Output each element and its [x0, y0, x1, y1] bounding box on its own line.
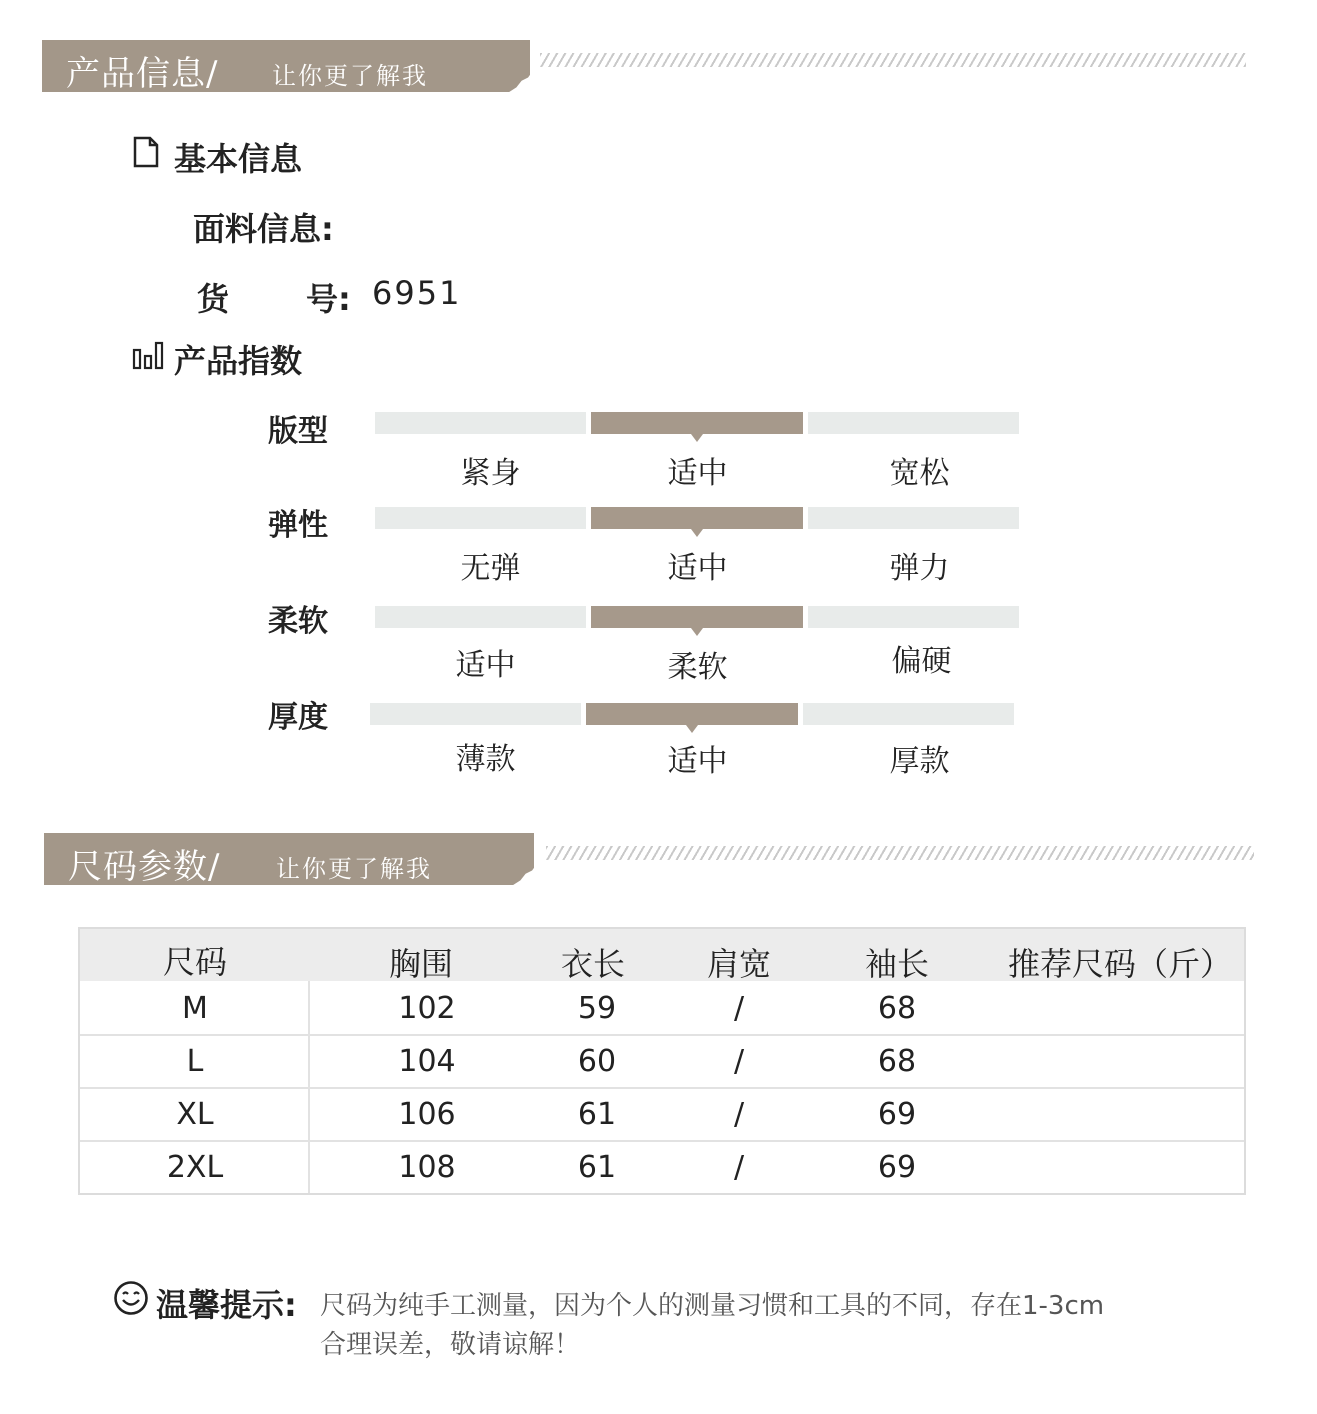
banner-title: 产品信息/ [66, 54, 219, 94]
table-cell-chest: 104 [398, 1044, 456, 1079]
rating-segment-selected [586, 703, 797, 725]
tip-heading: 温馨提示: [156, 1286, 297, 1324]
rating-option-selected: 适中 [667, 456, 728, 491]
table-cell-chest: 108 [398, 1150, 456, 1185]
rating-option: 无弹 [460, 551, 521, 586]
rating-segment [808, 412, 1019, 434]
table-cell-size: 2XL [166, 1150, 224, 1185]
rating-label-thickness: 厚度 [268, 700, 328, 735]
table-cell-size: M [182, 991, 208, 1026]
section-banner-product-info [42, 40, 530, 92]
table-cell-shoulder: / [733, 1044, 745, 1079]
rating-option: 紧身 [460, 456, 521, 491]
rating-bar-softness [375, 606, 1019, 628]
table-cell-shoulder: / [733, 991, 745, 1026]
rating-option: 厚款 [889, 744, 950, 779]
rating-bar-fit [375, 412, 1019, 434]
banner-title: 尺码参数/ [68, 847, 221, 887]
size-table [78, 927, 1246, 1195]
table-cell-sleeve: 68 [877, 1044, 917, 1079]
rating-segment [808, 507, 1019, 529]
table-header-recommended: 推荐尺码（斤） [1007, 945, 1232, 983]
rating-segment-selected [591, 412, 802, 434]
rating-segment [803, 703, 1014, 725]
rating-segment [375, 507, 586, 529]
item-number-label-part2: 号: [306, 280, 351, 318]
rating-option: 偏硬 [891, 644, 952, 679]
rating-option-selected: 适中 [667, 551, 728, 586]
table-cell-size: L [186, 1044, 204, 1079]
table-cell-sleeve: 69 [877, 1150, 917, 1185]
banner-subtitle: 让你更了解我 [272, 62, 428, 90]
rating-label-softness: 柔软 [268, 604, 328, 639]
table-header-sleeve: 袖长 [864, 945, 929, 983]
basic-info-heading: 基本信息 [174, 140, 303, 178]
rating-segment [808, 606, 1019, 628]
bar-chart-icon [132, 340, 164, 370]
section-banner-size-params [44, 833, 534, 885]
rating-label-fit: 版型 [268, 414, 328, 449]
table-cell-sleeve: 68 [877, 991, 917, 1026]
item-number-value: 6951 [372, 274, 462, 312]
rating-segment [375, 606, 586, 628]
fabric-label: 面料信息: [193, 210, 334, 248]
table-cell-chest: 102 [398, 991, 456, 1026]
table-cell-length: 61 [577, 1150, 617, 1185]
table-cell-length: 59 [577, 991, 617, 1026]
table-cell-size: XL [176, 1097, 214, 1132]
banner-hatch-line [546, 846, 1254, 860]
rating-segment-selected [591, 507, 802, 529]
row-divider [80, 1140, 1244, 1142]
rating-option: 弹力 [889, 551, 950, 586]
table-header-shoulder: 肩宽 [706, 945, 771, 983]
rating-segment-selected [591, 606, 802, 628]
table-cell-sleeve: 69 [877, 1097, 917, 1132]
product-index-heading: 产品指数 [174, 342, 303, 380]
tip-text-line1: 尺码为纯手工测量，因为个人的测量习惯和工具的不同，存在1-3cm [320, 1291, 1105, 1321]
item-number-label-part1: 货 [197, 280, 230, 318]
document-icon [132, 136, 160, 168]
rating-bar-elasticity [375, 507, 1019, 529]
tip-text-line2: 合理误差，敬请谅解！ [320, 1330, 581, 1360]
rating-option: 宽松 [889, 456, 950, 491]
table-header-size: 尺码 [162, 943, 227, 981]
table-header-chest: 胸围 [388, 945, 453, 983]
banner-subtitle: 让你更了解我 [276, 855, 432, 883]
rating-option: 薄款 [455, 742, 516, 777]
rating-segment [370, 703, 581, 725]
rating-segment [375, 412, 586, 434]
table-cell-length: 61 [577, 1097, 617, 1132]
table-header-length: 衣长 [560, 945, 625, 983]
rating-option-selected: 适中 [667, 744, 728, 779]
row-divider [80, 1087, 1244, 1089]
row-divider [80, 1034, 1244, 1036]
table-cell-length: 60 [577, 1044, 617, 1079]
smiley-icon [113, 1280, 149, 1316]
banner-hatch-line [540, 53, 1246, 67]
rating-label-elasticity: 弹性 [268, 508, 328, 543]
rating-bar-thickness [370, 703, 1014, 725]
table-cell-shoulder: / [733, 1150, 745, 1185]
rating-option: 适中 [455, 648, 516, 683]
table-cell-shoulder: / [733, 1097, 745, 1132]
table-cell-chest: 106 [398, 1097, 456, 1132]
rating-option-selected: 柔软 [667, 650, 728, 685]
